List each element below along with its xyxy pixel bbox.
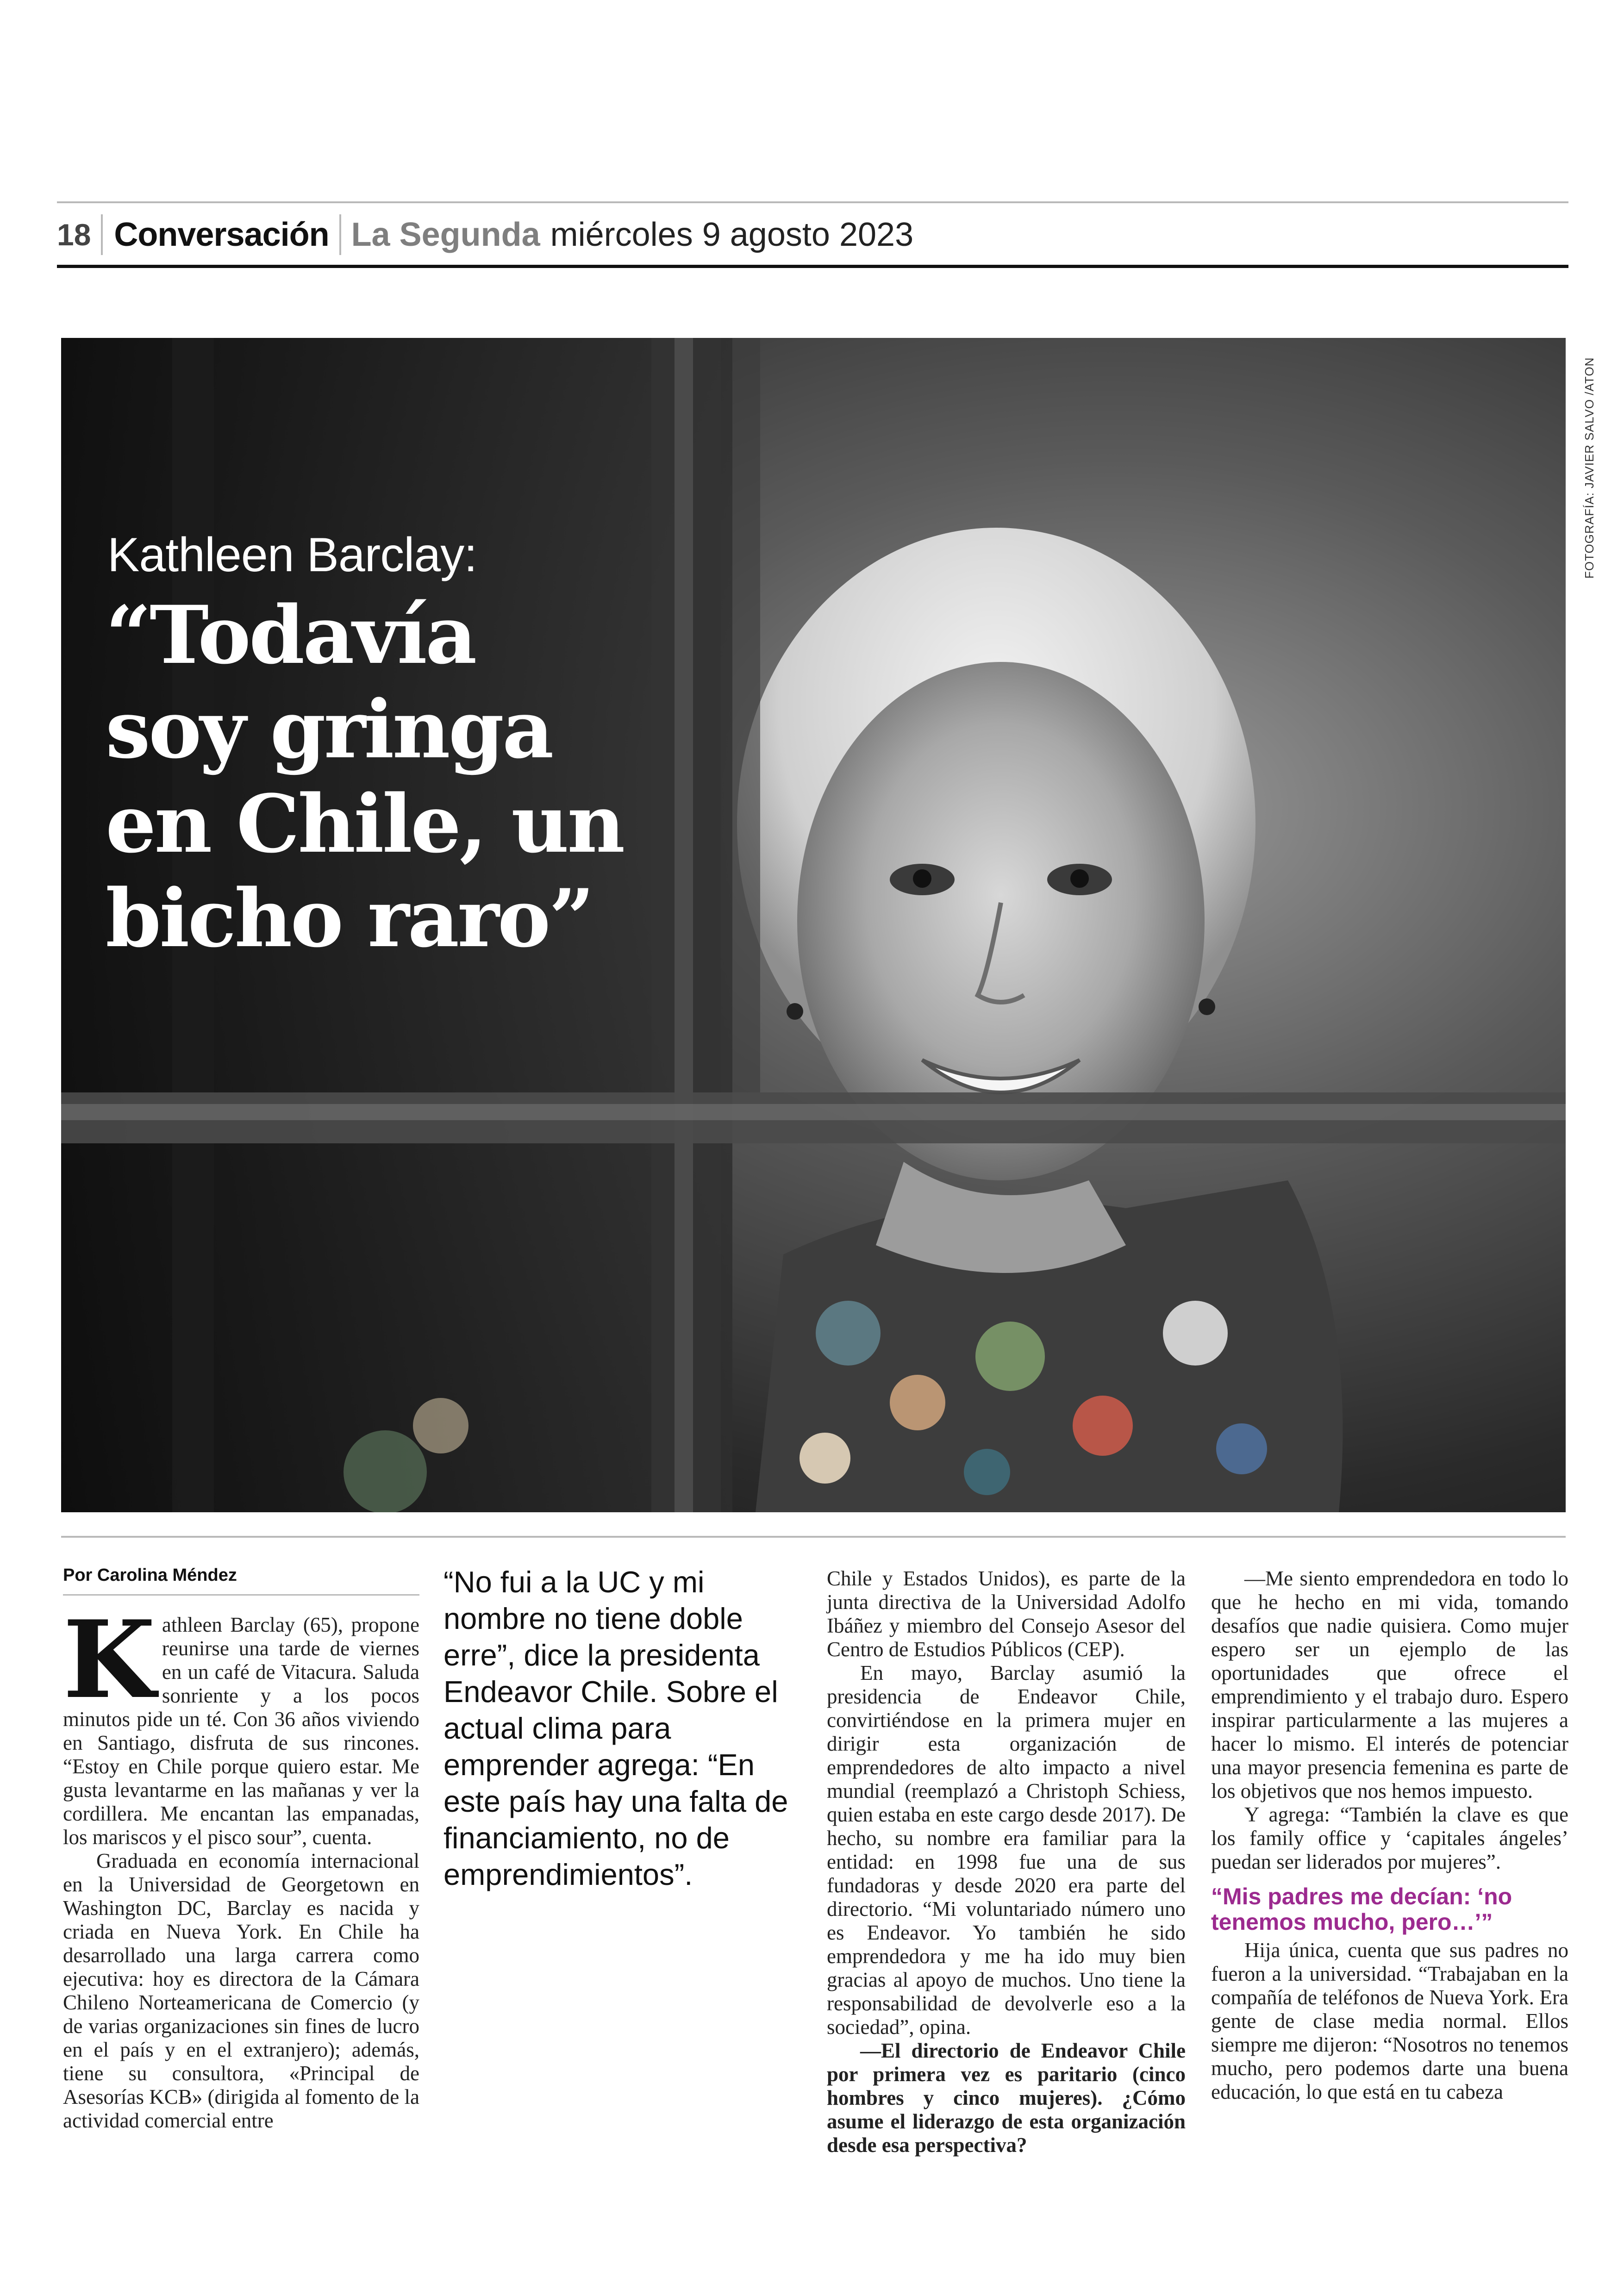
hero-photo: [61, 338, 1566, 1512]
pull-quote: “No fui a la UC y mi nombre no tiene doble erre”, dice la presidenta Endeavor Chile. Sobre el actual clima para emprender agrega: “En este país hay una falta de financiamiento, no de emprendimientos”.: [443, 1565, 788, 1891]
article-column-3: [827, 1567, 1186, 2157]
article-column-1: [63, 1597, 419, 2133]
byline-rule: [63, 1594, 419, 1596]
paragraph: En mayo, Barclay asumió la presidencia de Endeavor Chile, convirtiéndose en la primera mujer en dirigir esta organización de emprendedores de alto impacto a nivel mundial (reemplazó a Christoph Schiess, quien estaba en este cargo desde 2017). De hecho, su nombre era familiar para la entidad: en 1998 fue una de sus fundadoras y desde 2020 era parte del directorio. “Mi voluntariado número uno es Endeavor. Yo también he sido emprendedora y me ha ido muy bien gracias al apoyo de muchos. Uno tiene la responsabilidad de devolverle eso a la sociedad”, opina.: [827, 1661, 1186, 2039]
paragraph: Chile y Estados Unidos), es parte de la junta directiva de la Universidad Adolfo Ibáñez y miembro del Consejo Asesor del Centro de Estudios Públicos (CEP).: [827, 1567, 1186, 1661]
page-header: [57, 207, 1568, 262]
page-number: 18: [57, 214, 103, 255]
paragraph: Graduada en economía internacional en la Universidad de Georgetown en Washington DC, Barclay es nacida y criada en Nueva York. En Chile ha desarrollado una larga carrera como ejecutiva: hoy es directora de la Cámara Chileno Norteamericana de Comercio (y de varias organizaciones sin fines de lucro en el país y en el extranjero); además, tiene su consultora, «Principal de Asesorías KCB» (dirigida al fomento de la actividad comercial entre: [63, 1849, 419, 2132]
headline-kicker: Kathleen Barclay:: [107, 528, 477, 582]
drop-cap: K: [63, 1597, 156, 1722]
photo-bottom-rule: [61, 1536, 1566, 1538]
headline: [106, 588, 707, 966]
header-top-rule: [57, 201, 1568, 203]
newspaper-name: La Segunda: [351, 216, 540, 253]
photo-credit: [1568, 338, 1596, 579]
paragraph: Hija única, cuenta que sus padres no fueron a la universidad. “Trabajaban en la compañía de teléfonos de Nueva York. Era gente de clase media normal. Ellos siempre me dijeron: “Nosotros no tenemos mucho, pero podemos darte una buena educación, lo que está en tu cabeza: [1211, 1939, 1568, 2103]
headline-line: bicho raro”: [106, 871, 593, 965]
issue-date: miércoles 9 agosto 2023: [550, 216, 914, 253]
paragraph: Y agrega: “También la clave es que los family office y ‘capitales ángeles’ puedan ser liderados por mujeres”.: [1211, 1803, 1568, 1873]
header-bottom-rule: [57, 265, 1568, 268]
photo-credit-text: FOTOGRAFÍA: JAVIER SALVO /ATON: [1582, 357, 1596, 579]
paragraph: —Me siento emprendedora en todo lo que he hecho en mi vida, tomando desafíos que nadie quisiera. Como mujer espero ser un ejemplo de las oportunidades que ofrece el emprendimiento y el trabajo duro. Espero inspirar particularmente a las mujeres a hacer lo mismo. El interés de potenciar una mayor presencia femenina es parte de los objetivos que nos hemos impuesto.: [1211, 1567, 1568, 1802]
subheading: “Mis padres me decían: ‘no tenemos mucho, pero…’”: [1211, 1883, 1512, 1935]
headline-line: soy gringa: [106, 682, 552, 776]
section-name: Conversación: [103, 214, 341, 255]
headline-line: “Todavía: [106, 588, 475, 682]
byline: Por Carolina Méndez: [63, 1565, 237, 1585]
article-column-4: [1211, 1567, 1568, 2104]
headline-line: en Chile, un: [106, 777, 624, 871]
paragraph: athleen Barclay (65), propone reunirse una tarde de viernes en un café de Vitacura. Saluda sonriente y a los pocos minutos pide un té. Con 36 años viviendo en Santiago, disfruta de sus rincones. “Estoy en Chile porque quiero estar. Me gusta levantarme en las mañanas y ver la cordillera. Me encantan las empanadas, los mariscos y el pisco sour”, cuenta.: [63, 1613, 419, 1849]
interview-question: —El directorio de Endeavor Chile por primera vez es paritario (cinco hombres y cinco mujeres). ¿Cómo asume el liderazgo de esta organización desde esa perspectiva?: [827, 2039, 1186, 2157]
